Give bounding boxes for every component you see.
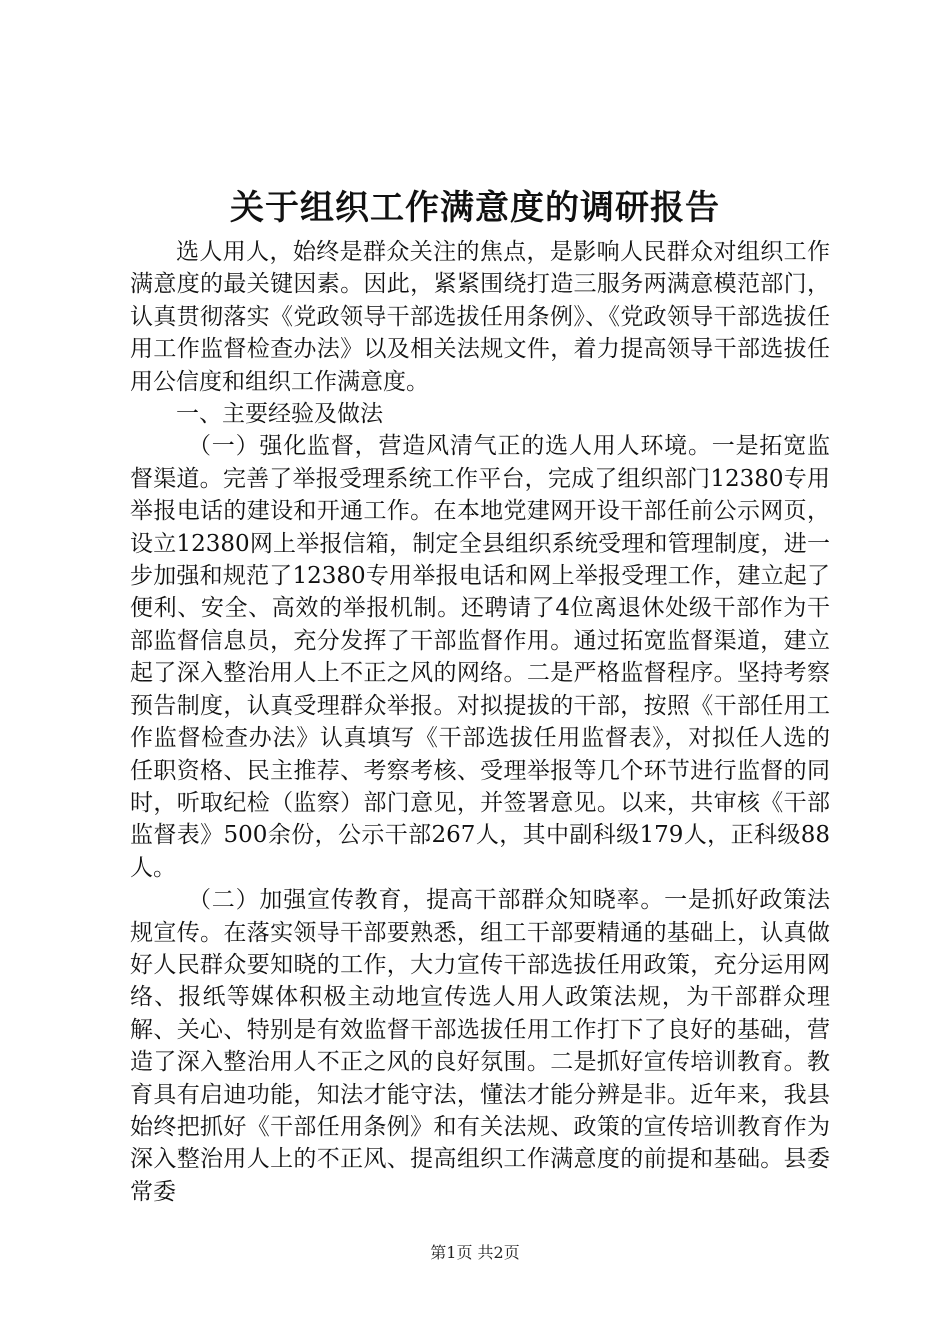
section-heading-main-experience: 一、主要经验及做法: [176, 401, 383, 428]
paragraph-intro: 选人用人，始终是群众关注的焦点，是影响人民群众对组织工作满意度的最关键因素。因此，紧紧围绕打造三服务两满意模范部门，认真贯彻落实《党政领导干部选拔任用条例》、《党政领导干部选拔任用工作监督检查办法》以及相关法规文件，着力提高领导干部选拔任用公信度和组织工作满意度。: [130, 239, 830, 395]
document-title: 关于组织工作满意度的调研报告: [230, 188, 720, 228]
document-body: [130, 236, 830, 1208]
paragraph-publicity-education: （二）加强宣传教育，提高干部群众知晓率。一是抓好政策法规宣传。在落实领导干部要熟悉，组工干部要精通的基础上，认真做好人民群众要知晓的工作，大力宣传干部选拔任用政策，充分运用网络、报纸等媒体积极主动地宣传选人用人政策法规，为干部群众理解、关心、特别是有效监督干部选拔任用工作打下了良好的基础，营造了深入整治用人不正之风的良好氛围。二是抓好宣传培训教育。教育具有启迪功能，知法才能守法，懂法才能分辨是非。近年来，我县始终把抓好《干部任用条例》和有关法规、政策的宣传培训教育作为深入整治用人上的不正风、提高组织工作满意度的前提和基础。县委常委: [130, 887, 830, 1205]
page-footer: 第1页 共2页: [430, 1243, 520, 1262]
paragraph-supervision: （一）强化监督，营造风清气正的选人用人环境。一是拓宽监督渠道。完善了举报受理系统工作平台，完成了组织部门12380专用举报电话的建设和开通工作。在本地党建网开设干部任前公示网页，设立12380网上举报信箱，制定全县组织系统受理和管理制度，进一步加强和规范了12380专用举报电话和网上举报受理工作，建立起了便利、安全、高效的举报机制。还聘请了4位离退休处级干部作为干部监督信息员，充分发挥了干部监督作用。通过拓宽监督渠道，建立起了深入整治用人上不正之风的网络。二是严格监督程序。坚持考察预告制度，认真受理群众举报。对拟提拔的干部，按照《干部任用工作监督检查办法》认真填写《干部选拔任用监督表》，对拟任人选的任职资格、民主推荐、考察考核、受理举报等几个环节进行监督的同时，听取纪检（监察）部门意见，并签署意见。以来，共审核《干部监督表》500余份，公示干部267人，其中副科级179人，正科级88人。: [130, 433, 830, 881]
